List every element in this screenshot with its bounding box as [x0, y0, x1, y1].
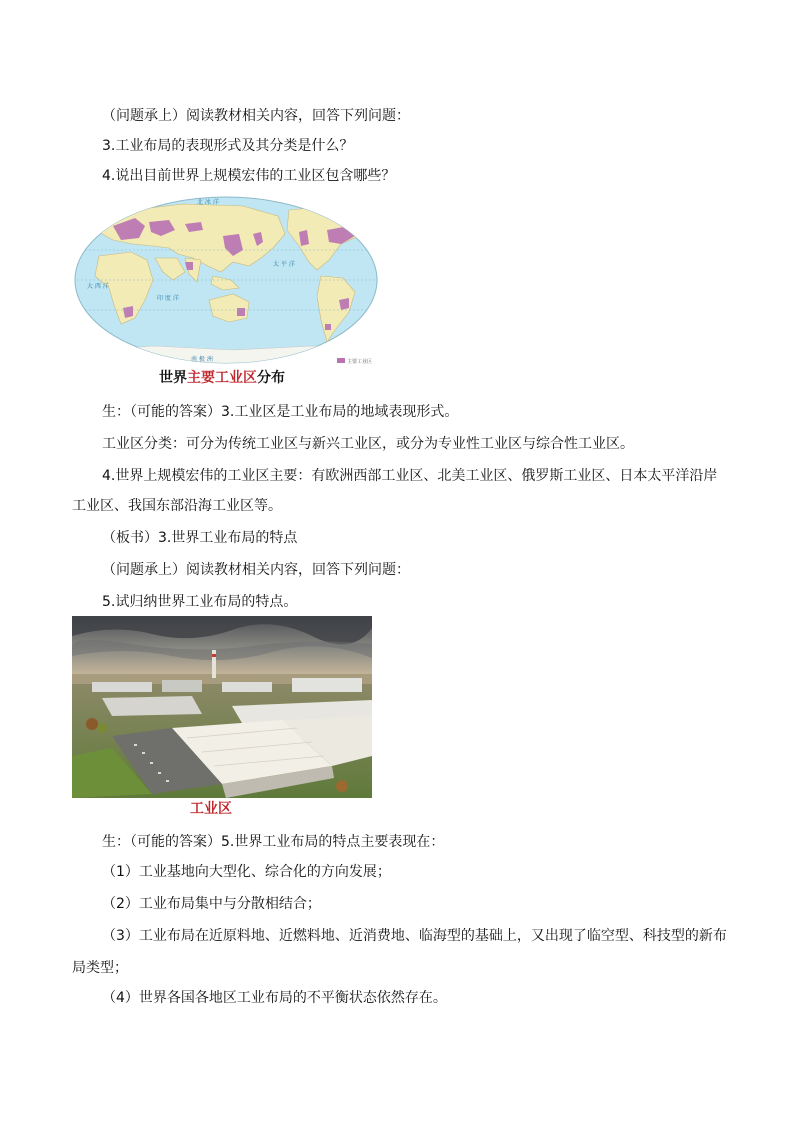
question-4: 4.说出目前世界上规模宏伟的工业区包含哪些？	[102, 168, 396, 184]
label-antarctica: 南 极 洲	[191, 356, 213, 363]
map-caption-highlight: 主要工业区	[187, 370, 257, 386]
map-caption	[159, 369, 285, 387]
label-arctic-ocean: 北 冰 洋	[197, 199, 219, 206]
world-industrial-map	[73, 196, 383, 366]
answer-3-classification: 工业区分类：可分为传统工业区与新兴工业区，或分为专业性工业区与综合性工业区。	[102, 436, 634, 452]
feature-4: （4）世界各国各地区工业布局的不平衡状态依然存在。	[102, 990, 447, 1006]
label-indian-ocean: 印 度 洋	[157, 295, 179, 302]
feature-3-line-1: （3）工业布局在近原料地、近燃料地、近消费地、临海型的基础上，又出现了临空型、科技型的新布	[102, 928, 727, 944]
paragraph-question-intro-1: （问题承上）阅读教材相关内容，回答下列问题：	[102, 108, 410, 124]
question-3: 3.工业布局的表现形式及其分类是什么？	[102, 138, 354, 154]
industrial-area-photo	[72, 616, 372, 798]
feature-1: （1）工业基地向大型化、综合化的方向发展；	[102, 864, 391, 880]
legend-swatch	[337, 358, 345, 363]
map-caption-suffix: 分布	[257, 370, 285, 386]
board-note-3: （板书）3.世界工业布局的特点	[102, 530, 298, 546]
industrial-australia	[237, 308, 245, 316]
legend-label: 主要工业区	[347, 359, 373, 365]
label-pacific-ocean: 太 平 洋	[273, 261, 295, 268]
answer-4-line-2: 工业区、我国东部沿海工业区等。	[72, 498, 282, 514]
label-atlantic-ocean: 大 西 洋	[87, 283, 109, 290]
feature-3-line-2: 局类型；	[72, 960, 128, 976]
question-5: 5.试归纳世界工业布局的特点。	[102, 594, 298, 610]
answer-5: 生：（可能的答案）5.世界工业布局的特点主要表现在：	[102, 834, 445, 850]
answer-4-line-1: 4.世界上规模宏伟的工业区主要：有欧洲西部工业区、北美工业区、俄罗斯工业区、日本太平洋沿岸	[102, 468, 718, 484]
answer-3: 生：（可能的答案）3.工业区是工业布局的地域表现形式。	[102, 404, 459, 420]
photo-caption: 工业区	[190, 801, 232, 817]
industrial-argentina	[325, 324, 331, 330]
feature-2: （2）工业布局集中与分散相结合；	[102, 896, 321, 912]
paragraph-question-intro-2: （问题承上）阅读教材相关内容，回答下列问题：	[102, 562, 410, 578]
map-caption-prefix: 世界	[159, 370, 187, 386]
world-map-svg	[73, 196, 383, 366]
